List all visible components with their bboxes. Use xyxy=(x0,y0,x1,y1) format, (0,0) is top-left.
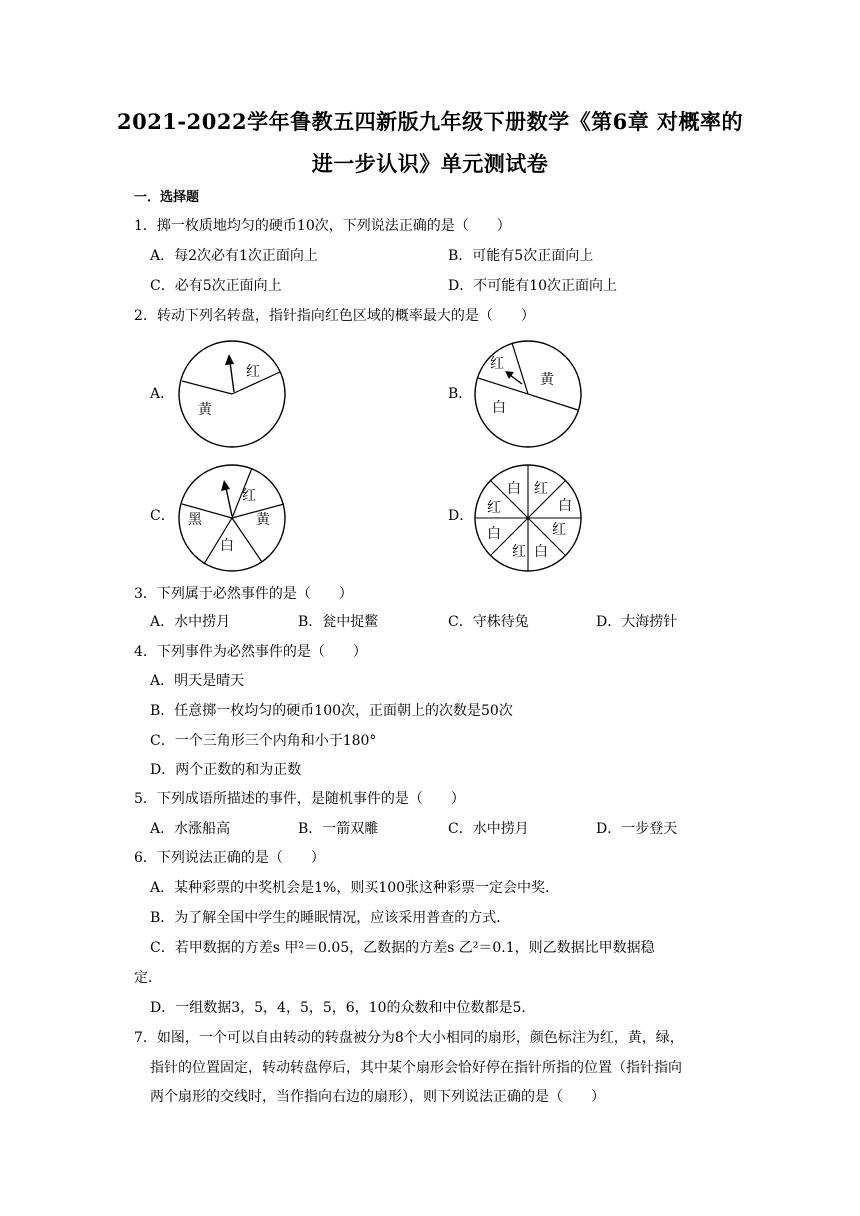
q6-option-c-line2: 定． xyxy=(134,970,162,986)
q5-option-a: A．水涨船高 xyxy=(150,821,231,837)
spinner-d-sector-4: 红 xyxy=(552,522,566,538)
spinner-b-red-label: 红 xyxy=(490,356,504,372)
spinner-b-figure xyxy=(472,338,584,450)
spinner-d-sector-3: 白 xyxy=(558,498,572,514)
q6-option-d: D．一组数据3，5，4，5，5，6，10的众数和中位数都是5． xyxy=(150,1000,536,1016)
section-heading: 一．选择题 xyxy=(134,190,200,205)
spinner-d-sector-1: 白 xyxy=(507,481,521,497)
q4-option-c: C．一个三角形三个内角和小于180° xyxy=(150,733,377,749)
q6-stem: 6．下列说法正确的是（ ） xyxy=(134,850,325,866)
spinner-c-white-label: 白 xyxy=(220,538,234,554)
q3-option-a: A．水中捞月 xyxy=(150,614,231,630)
q3-option-b: B．瓮中捉鳖 xyxy=(298,614,379,630)
spinner-c-yellow-label: 黄 xyxy=(256,512,270,528)
document-title-line2: 进一步认识》单元测试卷 xyxy=(311,151,549,176)
q2-option-d-label: D． xyxy=(448,508,474,524)
spinner-d-sector-2: 红 xyxy=(534,481,548,497)
q4-option-b: B．任意掷一枚均匀的硬币100次，正面朝上的次数是50次 xyxy=(150,703,513,719)
spinner-c-figure xyxy=(176,462,288,574)
q7-stem-line2: 指针的位置固定，转动转盘停后，其中某个扇形会恰好停在指针所指的位置（指针指向 xyxy=(150,1060,682,1076)
q1-option-c: C．必有5次正面向上 xyxy=(150,278,282,294)
spinner-c-black-label: 黑 xyxy=(188,512,202,528)
q4-option-a: A．明天是晴天 xyxy=(150,673,245,689)
q1-option-d: D．不可能有10次正面向上 xyxy=(448,278,618,294)
q5-option-d: D．一步登天 xyxy=(596,821,678,837)
spinner-a-yellow-label: 黄 xyxy=(198,402,212,418)
spinner-d-sector-5: 白 xyxy=(534,544,548,560)
spinner-a-figure xyxy=(176,338,288,450)
q6-option-c-line1: C．若甲数据的方差s 甲²＝0.05，乙数据的方差s 乙²＝0.1，则乙数据比甲数据稳 xyxy=(150,940,655,956)
q2-option-a-label: A． xyxy=(150,386,175,402)
q3-option-d: D．大海捞针 xyxy=(596,614,678,630)
q6-option-a: A．某种彩票的中奖机会是1%，则买100张这种彩票一定会中奖． xyxy=(150,880,560,896)
spinner-a-red-label: 红 xyxy=(246,364,260,380)
q2-stem: 2．转动下列名转盘，指针指向红色区域的概率最大的是（ ） xyxy=(134,308,535,324)
spinner-b-yellow-label: 黄 xyxy=(540,372,554,388)
spinner-d-sector-6: 红 xyxy=(512,544,526,560)
q4-option-d: D．两个正数的和为正数 xyxy=(150,762,302,778)
document-title-line1: 2021-2022学年鲁教五四新版九年级下册数学《第6章 对概率的 xyxy=(116,109,744,134)
q3-option-c: C．守株待兔 xyxy=(448,614,529,630)
q5-option-c: C．水中捞月 xyxy=(448,821,529,837)
spinner-b-white-label: 白 xyxy=(492,400,506,416)
spinner-d-figure xyxy=(472,462,584,574)
q6-option-b: B．为了解全国中学生的睡眠情况，应该采用普查的方式． xyxy=(150,910,511,926)
q7-stem-line1: 7．如图，一个可以自由转动的转盘被分为8个大小相同的扇形，颜色标注为红，黄，绿， xyxy=(134,1030,684,1046)
q2-option-c-label: C． xyxy=(150,508,175,524)
q3-stem: 3．下列属于必然事件的是（ ） xyxy=(134,586,353,602)
q5-stem: 5．下列成语所描述的事件，是随机事件的是（ ） xyxy=(134,791,465,807)
q7-stem-line3: 两个扇形的交线时，当作指向右边的扇形），则下列说法正确的是（ ） xyxy=(150,1089,605,1105)
spinner-d-sector-8: 红 xyxy=(487,500,501,516)
q2-option-b-label: B． xyxy=(448,386,473,402)
q5-option-b: B．一箭双雕 xyxy=(298,821,379,837)
q1-option-a: A．每2次必有1次正面向上 xyxy=(150,248,318,264)
q1-option-b: B．可能有5次正面向上 xyxy=(448,248,594,264)
spinner-d-sector-7: 白 xyxy=(487,526,501,542)
q1-stem: 1．掷一枚质地均匀的硬币10次，下列说法正确的是（ ） xyxy=(134,218,511,234)
q4-stem: 4．下列事件为必然事件的是（ ） xyxy=(134,644,367,660)
spinner-c-red-label: 红 xyxy=(242,488,256,504)
